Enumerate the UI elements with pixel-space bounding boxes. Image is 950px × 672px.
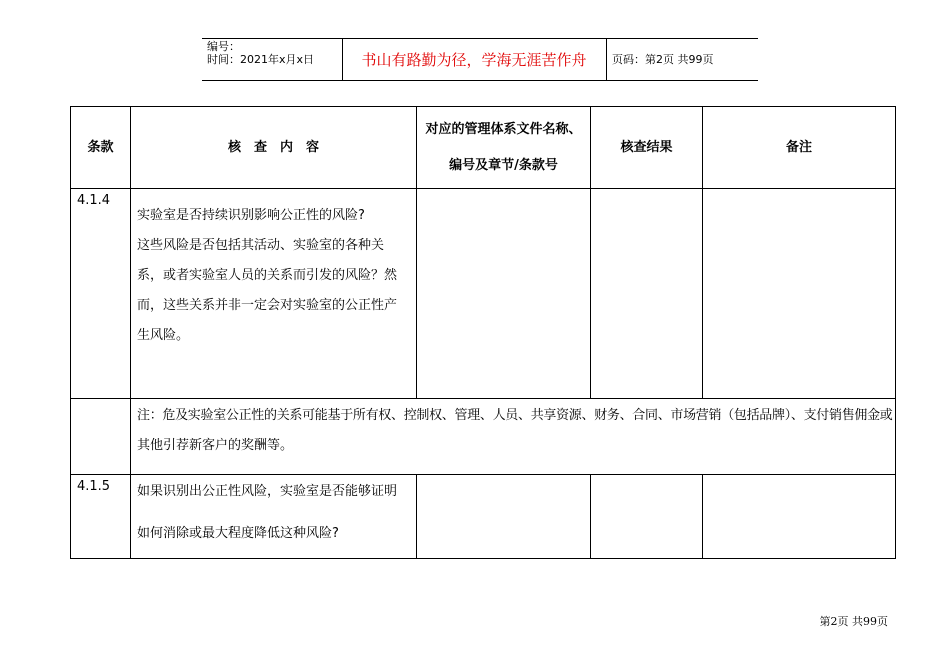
result-cell xyxy=(591,475,703,559)
remark-cell xyxy=(703,475,896,559)
remark-cell xyxy=(703,189,896,399)
header-remark: 备注 xyxy=(703,107,896,189)
content-line: 而，这些关系并非一定会对实验室的公正性产 xyxy=(137,298,398,313)
footer-page-number: 第2页 共99页 xyxy=(819,615,888,628)
content-cell xyxy=(131,189,417,399)
header-bottom-rule xyxy=(202,80,758,81)
table-row xyxy=(71,475,896,559)
header-meta xyxy=(207,40,314,66)
header-doc-line1: 对应的管理体系文件名称、 xyxy=(425,121,582,137)
result-cell xyxy=(591,189,703,399)
header-motto: 书山有路勤为径，学海无涯苦作舟 xyxy=(361,50,587,69)
header-content: 核 查 内 容 xyxy=(131,107,417,189)
content-line: 实验室是否持续识别影响公正性的风险? xyxy=(137,208,365,223)
header-clause: 条款 xyxy=(71,107,131,189)
checklist-table xyxy=(70,106,896,559)
note-cell xyxy=(131,399,896,475)
header-result: 核查结果 xyxy=(591,107,703,189)
clause-cell: 4.1.5 xyxy=(71,475,131,559)
doc-cell xyxy=(417,475,591,559)
table-row xyxy=(71,189,896,399)
table-header-row xyxy=(71,107,896,189)
content-line: 这些风险是否包括其活动、实验室的各种关 xyxy=(137,238,385,253)
content-line: 如何消除或最大程度降低这种风险? xyxy=(137,526,339,541)
table-note-row xyxy=(71,399,896,475)
note-clause-cell xyxy=(71,399,131,475)
content-line: 生风险。 xyxy=(137,328,190,343)
header-doc xyxy=(417,107,591,189)
header-code: 编号： xyxy=(207,40,240,53)
header-time: 时间：2021年x月x日 xyxy=(207,53,315,66)
doc-cell xyxy=(417,189,591,399)
header-page-number: 页码：第2页 共99页 xyxy=(612,53,714,66)
note-line: 其他引荐新客户的奖酬等。 xyxy=(137,438,294,453)
content-cell xyxy=(131,475,417,559)
clause-cell: 4.1.4 xyxy=(71,189,131,399)
note-line: 注：危及实验室公正性的关系可能基于所有权、控制权、管理、人员、共享资源、财务、合同、市场营销（包括品牌）、支付销售佣金或 xyxy=(137,408,893,423)
content-line: 系，或者实验室人员的关系而引发的风险？然 xyxy=(137,268,398,283)
content-line: 如果识别出公正性风险，实验室是否能够证明 xyxy=(137,484,398,499)
header-divider-right xyxy=(606,38,607,80)
header-doc-line2: 编号及章节/条款号 xyxy=(449,157,558,173)
